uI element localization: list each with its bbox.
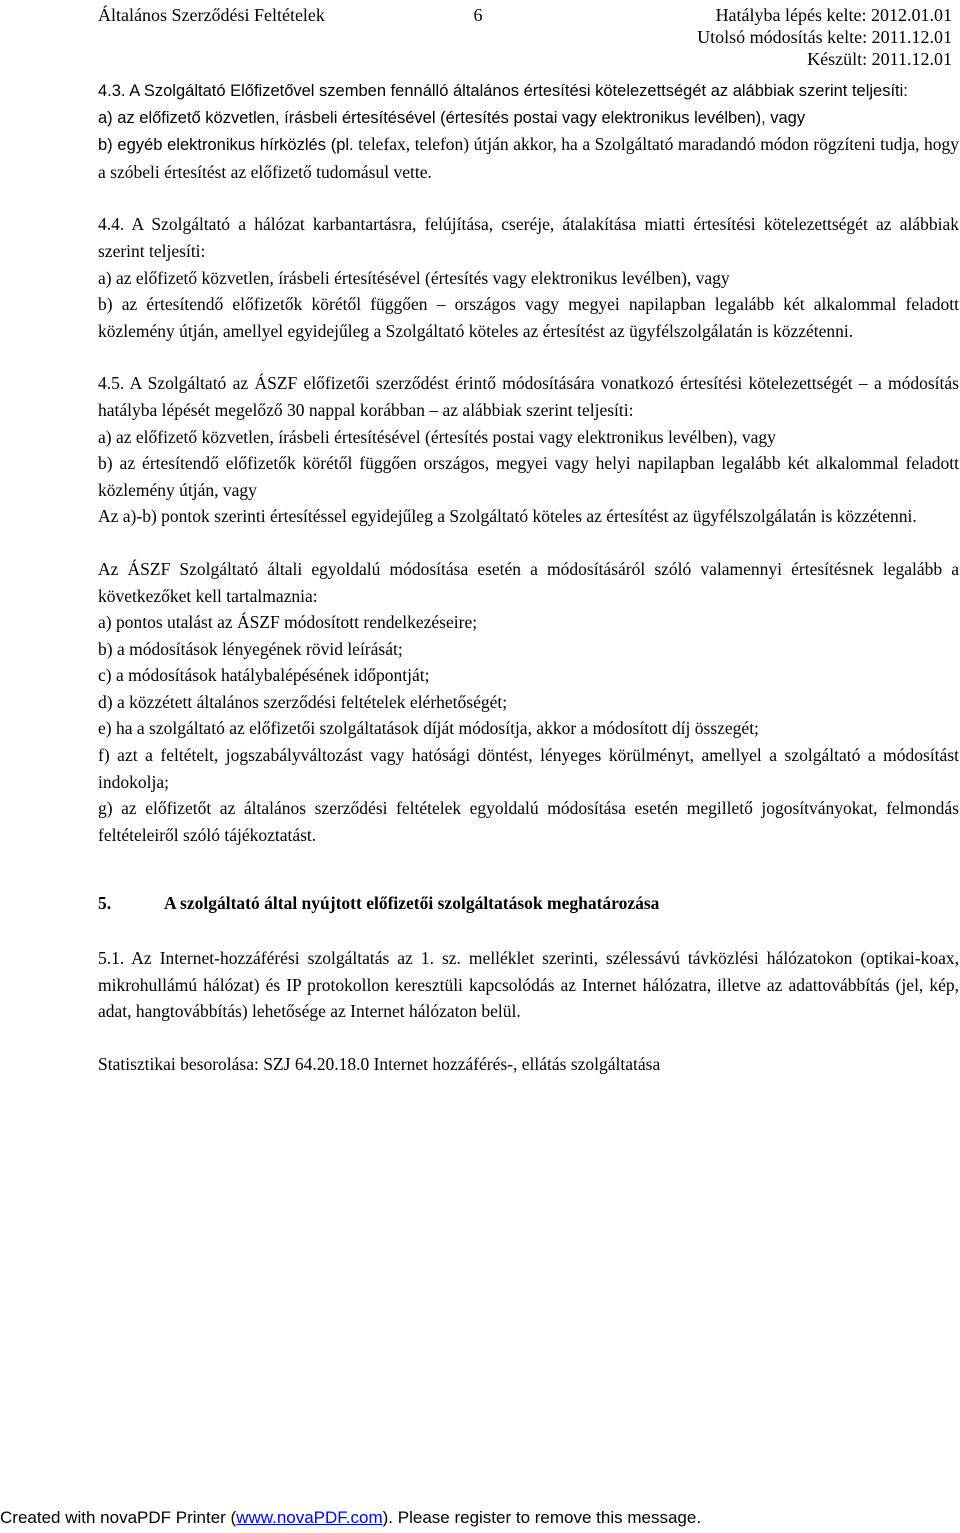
section-5-title: A szolgáltató által nyújtott előfizetői szolgáltatások meghatározása	[164, 893, 660, 914]
page-header	[98, 4, 952, 70]
section-4-3-item-a: a) az előfizető közvetlen, írásbeli értesítésével (értesítés postai vagy elektronikus levélben), vagy	[98, 108, 806, 127]
section-4-5-item-b: b) az értesítendő előfizetők körétől függően országos, megyei vagy helyi napilapban legalább két alkalommal feladott közlemény útján, vagy	[98, 453, 959, 500]
section-4-3-item-b	[98, 131, 959, 185]
section-5-1: 5.1. Az Internet-hozzáférési szolgáltatás az 1. sz. melléklet szerinti, szélessávú távközlési hálózatokon (optikai-koax, mikrohullámú hálózat) és IP protokollon keresztüli kapcsolódás az Internet hálózatra, illetve az adattovábbítás (jel, kép, adat, hangtovábbítás) lehetősége az Internet hálózaton belül.	[98, 948, 959, 1022]
footer-suffix: ). Please register to remove this message.	[382, 1508, 702, 1527]
novapdf-link[interactable]: www.novaPDF.com	[236, 1508, 383, 1527]
section-4-4-item-b: b) az értesítendő előfizetők körétől függően – országos vagy megyei napilapban legalább két alkalommal feladott közlemény útján, amellyel egyidejűleg a Szolgáltató köteles az értesítést az ügyfélszolgálatán is közzétenni.	[98, 294, 959, 341]
notice-item: g) az előfizetőt az általános szerződési feltételek egyoldalú módosítása esetén megillető jogosítványokat, felmondás feltételeiről szóló tájékoztatást.	[98, 798, 959, 845]
notice-item: d) a közzétett általános szerződési feltételek elérhetőségét;	[98, 691, 508, 712]
notice-item: a) pontos utalást az ÁSZF módosított rendelkezéseire;	[98, 612, 478, 633]
notice-intro: Az ÁSZF Szolgáltató általi egyoldalú módosítása esetén a módosításáról szóló valamennyi értesítésnek legalább a következőket kell tartalmaznia:	[98, 558, 959, 606]
notice-item: e) ha a szolgáltató az előfizetői szolgáltatások díját módosítja, akkor a módosított díj összegét;	[98, 718, 759, 739]
last-modified-date: Utolsó módosítás kelte: 2011.12.01	[697, 27, 952, 47]
footer-prefix: Created with novaPDF Printer (	[0, 1508, 237, 1527]
section-4-3-intro: 4.3. A Szolgáltató Előfizetővel szemben fennálló általános értesítési kötelezettségét az alábbiak szerint teljesíti:	[98, 82, 908, 100]
section-4-3	[98, 78, 959, 185]
page-number: 6	[473, 5, 483, 25]
section-4-5-intro: 4.5. A Szolgáltató az ÁSZF előfizetői szerződést érintő módosítására vonatkozó értesítési kötelezettségét – a módosítás hatályba lépését megelőző 30 nappal korábban – az alábbiak szerint teljesíti:	[98, 373, 959, 420]
section-4-5-item-a: a) az előfizető közvetlen, írásbeli értesítésével (értesítés postai vagy elektronikus levélben), vagy	[98, 426, 776, 447]
section-4-5	[98, 370, 959, 530]
effective-date: Hatályba lépés kelte: 2012.01.01	[715, 5, 952, 25]
notice-contents	[98, 556, 959, 849]
notice-item: f) azt a feltételt, jogszabályváltozást vagy hatósági döntést, lényeges körülményt, amellyel a szolgáltató a módosítást indokolja;	[98, 745, 959, 792]
statistical-classification: Statisztikai besorolása: SZJ 64.20.18.0 Internet hozzáférés-, ellátás szolgáltatása	[98, 1053, 661, 1074]
pdf-printer-footer	[0, 1507, 960, 1529]
created-date: Készült: 2011.12.01	[807, 49, 952, 69]
section-5-heading	[98, 890, 959, 917]
section-5-number: 5.	[98, 893, 112, 914]
section-4-3-item-b-rest: telefax, telefon) útján akkor, ha a Szolgáltató maradandó módon rögzíteni tudja, hogy a szóbeli értesítést az előfizető tudomásul vette.	[98, 134, 960, 182]
section-4-3-item-b-start: b) egyéb elektronikus hírközlés (pl.	[98, 136, 354, 155]
notice-item: c) a módosítások hatálybalépésének időpontját;	[98, 665, 430, 686]
document-title: Általános Szerződési Feltételek	[98, 5, 325, 25]
section-4-4-intro: 4.4. A Szolgáltató a hálózat karbantartásra, felújítása, cseréje, átalakítása miatti értesítési kötelezettségét az alábbiak szerint teljesíti:	[98, 214, 959, 261]
document-body	[98, 78, 959, 1077]
section-4-5-closing: Az a)-b) pontok szerinti értesítéssel egyidejűleg a Szolgáltató köteles az értesítést az ügyfélszolgálatán is közzétenni.	[98, 506, 917, 527]
section-4-4	[98, 211, 959, 344]
section-4-4-item-a: a) az előfizető közvetlen, írásbeli értesítésével (értesítés vagy elektronikus levélben), vagy	[98, 267, 730, 288]
notice-item: b) a módosítások lényegének rövid leírását;	[98, 638, 403, 659]
